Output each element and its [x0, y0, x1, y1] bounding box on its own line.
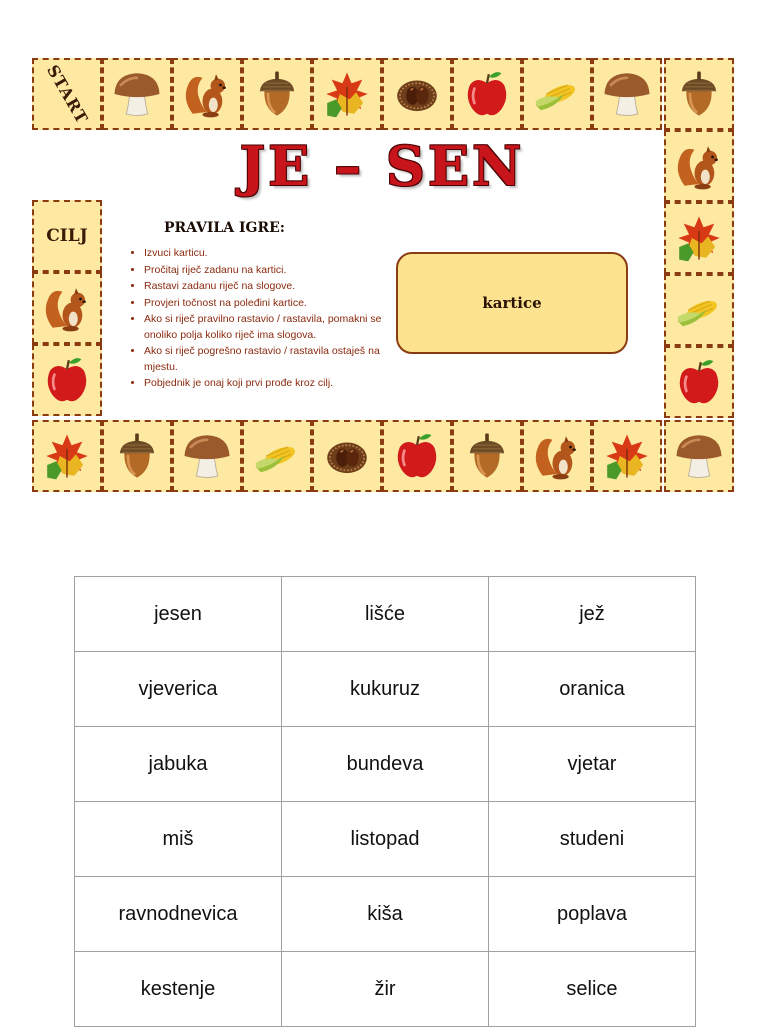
- word-card: vjeverica: [75, 652, 282, 727]
- word-card: ravnodnevica: [75, 877, 282, 952]
- mushroom-icon: [672, 429, 726, 483]
- word-card: poplava: [489, 877, 696, 952]
- board-cell: [32, 344, 102, 416]
- rule-item: • Ako si riječ pogrešno rastavio / rastavila ostaješ na mjestu.: [144, 344, 404, 375]
- word-card: jež: [489, 577, 696, 652]
- board-cell: [452, 420, 522, 492]
- rule-item: • Ako si riječ pravilno rastavio / rastavila, pomakni se onoliko polja koliko riječ ima slogova.: [144, 312, 404, 343]
- board-cell: [664, 346, 734, 418]
- word-card: vjetar: [489, 727, 696, 802]
- leaves-icon: [672, 211, 726, 265]
- word-card: jesen: [75, 577, 282, 652]
- word-card: oranica: [489, 652, 696, 727]
- rules-list: [124, 246, 404, 393]
- leaves-icon: [600, 429, 654, 483]
- board-cell: [664, 58, 734, 130]
- acorn-icon: [250, 67, 304, 121]
- board-cell: [452, 58, 522, 130]
- start-cell: [32, 58, 102, 130]
- squirrel-icon: [672, 139, 726, 193]
- board-cell: [242, 420, 312, 492]
- squirrel-icon: [180, 67, 234, 121]
- acorn-icon: [460, 429, 514, 483]
- corn-icon: [672, 283, 726, 337]
- board-cell: [102, 420, 172, 492]
- rule-item: • Rastavi zadanu riječ na slogove.: [144, 279, 404, 295]
- board-cell: [664, 202, 734, 274]
- word-card: studeni: [489, 802, 696, 877]
- game-title: JE – SEN: [239, 134, 525, 198]
- word-card: lišće: [282, 577, 489, 652]
- chestnut-icon: [390, 67, 444, 121]
- rules-heading: PRAVILA IGRE:: [164, 220, 285, 236]
- squirrel-icon: [530, 429, 584, 483]
- table-row: [75, 952, 696, 1027]
- word-card: selice: [489, 952, 696, 1027]
- board-cell: [522, 58, 592, 130]
- rule-item: • Pročitaj riječ zadanu na kartici.: [144, 263, 404, 279]
- board-cell: [664, 130, 734, 202]
- mushroom-icon: [600, 67, 654, 121]
- board-cell: [102, 58, 172, 130]
- board-cell: [592, 58, 662, 130]
- table-row: [75, 727, 696, 802]
- apple-icon: [672, 355, 726, 409]
- game-board: [32, 58, 734, 494]
- mushroom-icon: [180, 429, 234, 483]
- start-label: START: [42, 61, 92, 127]
- rule-item: • Pobjednik je onaj koji prvi prođe kroz cilj.: [144, 376, 404, 392]
- acorn-icon: [672, 67, 726, 121]
- board-cell: [32, 272, 102, 344]
- apple-icon: [40, 353, 94, 407]
- leaves-icon: [40, 429, 94, 483]
- board-cell: [664, 420, 734, 492]
- table-row: [75, 802, 696, 877]
- board-cell: [664, 274, 734, 346]
- acorn-icon: [110, 429, 164, 483]
- board-cell: [592, 420, 662, 492]
- chestnut-icon: [320, 429, 374, 483]
- apple-icon: [390, 429, 444, 483]
- board-cell: [522, 420, 592, 492]
- leaves-icon: [320, 67, 374, 121]
- table-row: [75, 577, 696, 652]
- word-card: listopad: [282, 802, 489, 877]
- board-cell: [172, 420, 242, 492]
- board-cell: [242, 58, 312, 130]
- word-card: žir: [282, 952, 489, 1027]
- apple-icon: [460, 67, 514, 121]
- table-row: [75, 877, 696, 952]
- corn-icon: [250, 429, 304, 483]
- word-cards-table: [74, 576, 696, 1027]
- cards-deck[interactable]: kartice: [396, 252, 628, 354]
- table-row: [75, 652, 696, 727]
- corn-icon: [530, 67, 584, 121]
- rule-item: • Provjeri točnost na poleđini kartice.: [144, 296, 404, 312]
- board-cell: [382, 420, 452, 492]
- squirrel-icon: [40, 281, 94, 335]
- board-cell: [382, 58, 452, 130]
- word-card: jabuka: [75, 727, 282, 802]
- word-card: kukuruz: [282, 652, 489, 727]
- board-cell: [312, 58, 382, 130]
- mushroom-icon: [110, 67, 164, 121]
- board-cell: [172, 58, 242, 130]
- finish-label: CILJ: [46, 226, 88, 246]
- word-card: kestenje: [75, 952, 282, 1027]
- finish-cell: [32, 200, 102, 272]
- word-card: kiša: [282, 877, 489, 952]
- word-card: miš: [75, 802, 282, 877]
- board-cell: [312, 420, 382, 492]
- board-cell: [32, 420, 102, 492]
- word-card: bundeva: [282, 727, 489, 802]
- rule-item: • Izvuci karticu.: [144, 246, 404, 262]
